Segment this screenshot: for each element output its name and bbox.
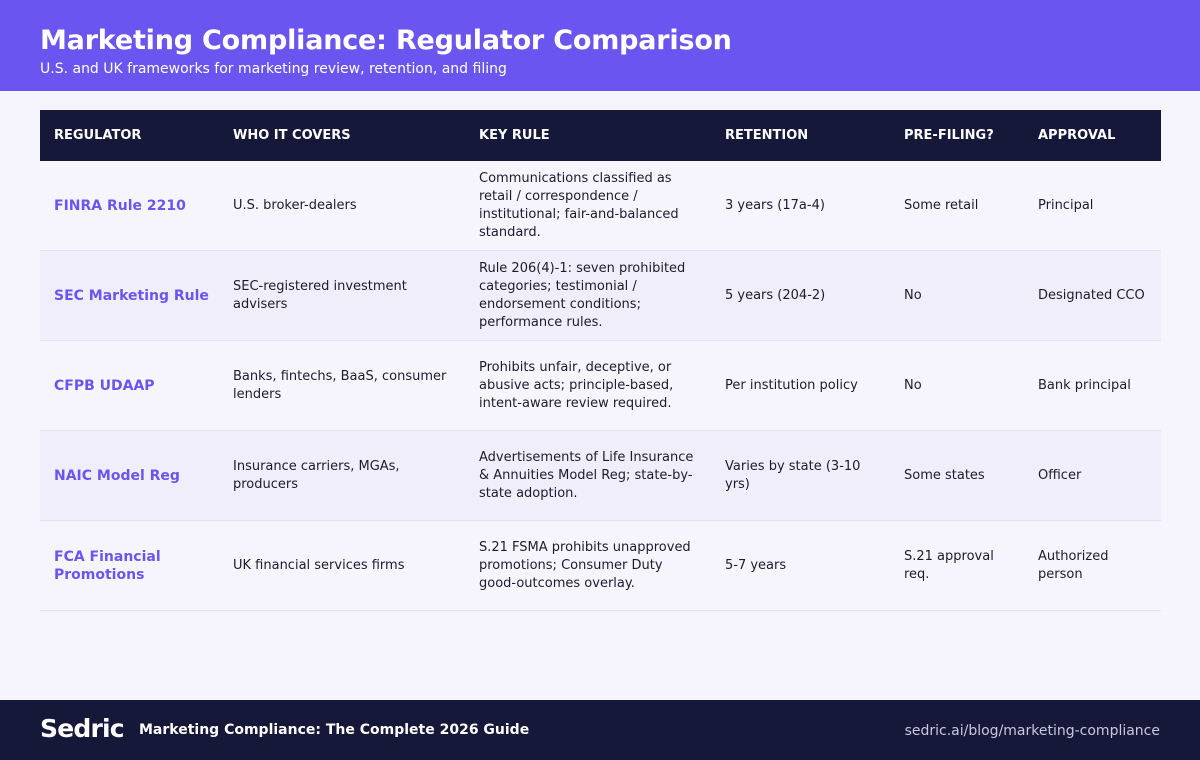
page-header [0, 0, 1200, 91]
retention-cell: Per institution policy [725, 377, 858, 393]
prefiling-cell: No [904, 287, 922, 303]
table-header-row [40, 110, 1161, 161]
key-rule-cell: Rule 206(4)-1: seven prohibited categories; testimonial / endorsement conditions; performance rules. [479, 260, 686, 330]
retention-cell: 5 years (204-2) [725, 287, 826, 303]
table-row [40, 251, 1161, 341]
prefiling-cell: No [904, 377, 922, 393]
covers-cell: U.S. broker-dealers [233, 197, 357, 213]
approval-cell: Principal [1038, 197, 1094, 213]
column-header-who-it-covers: WHO IT COVERS [233, 128, 351, 143]
retention-cell: Varies by state (3-10 yrs) [725, 458, 861, 492]
approval-cell: Authorized person [1038, 548, 1109, 582]
key-rule-cell: Prohibits unfair, deceptive, or abusive acts; principle-based, intent-aware review required. [479, 359, 674, 411]
table-row [40, 431, 1161, 521]
key-rule-cell: Communications classified as retail / correspondence / institutional; fair-and-balanced standard. [479, 170, 679, 240]
key-rule-cell: Advertisements of Life Insurance & Annuities Model Reg; state-by-state adoption. [479, 449, 694, 501]
covers-cell: Insurance carriers, MGAs, producers [233, 458, 400, 492]
prefiling-cell: S.21 approval req. [904, 548, 994, 582]
table-row [40, 341, 1161, 431]
approval-cell: Bank principal [1038, 377, 1131, 393]
guide-title: Marketing Compliance: The Complete 2026 Guide [139, 722, 530, 738]
retention-cell: 5-7 years [725, 557, 787, 573]
column-header-approval: APPROVAL [1038, 128, 1116, 143]
covers-cell: UK financial services firms [233, 557, 405, 573]
regulator-comparison-table [40, 110, 1161, 611]
page-footer [0, 700, 1200, 760]
column-header-retention: RETENTION [725, 128, 809, 143]
page-subtitle: U.S. and UK frameworks for marketing review, retention, and filing [40, 61, 507, 77]
table-row [40, 521, 1161, 611]
table-row [40, 161, 1161, 251]
prefiling-cell: Some retail [904, 197, 979, 213]
covers-cell: Banks, fintechs, BaaS, consumer lenders [233, 368, 447, 402]
approval-cell: Designated CCO [1038, 287, 1145, 303]
key-rule-cell: S.21 FSMA prohibits unapproved promotions; Consumer Duty good-outcomes overlay. [479, 539, 691, 591]
prefiling-cell: Some states [904, 467, 985, 483]
sedric-logo: Sedric [40, 714, 124, 743]
regulator-cell: FINRA Rule 2210 [54, 197, 186, 214]
column-header-regulator: REGULATOR [54, 128, 142, 143]
regulator-cell: FCA Financial Promotions [54, 548, 161, 583]
source-url: sedric.ai/blog/marketing-compliance [904, 723, 1160, 739]
regulator-cell: CFPB UDAAP [54, 377, 155, 394]
covers-cell: SEC-registered investment advisers [233, 278, 407, 312]
retention-cell: 3 years (17a-4) [725, 197, 825, 213]
regulator-cell: NAIC Model Reg [54, 467, 180, 484]
approval-cell: Officer [1038, 467, 1082, 483]
page-title: Marketing Compliance: Regulator Comparison [40, 25, 732, 56]
column-header-pre-filing: PRE-FILING? [904, 128, 994, 143]
column-header-key-rule: KEY RULE [479, 128, 550, 143]
regulator-cell: SEC Marketing Rule [54, 287, 209, 304]
